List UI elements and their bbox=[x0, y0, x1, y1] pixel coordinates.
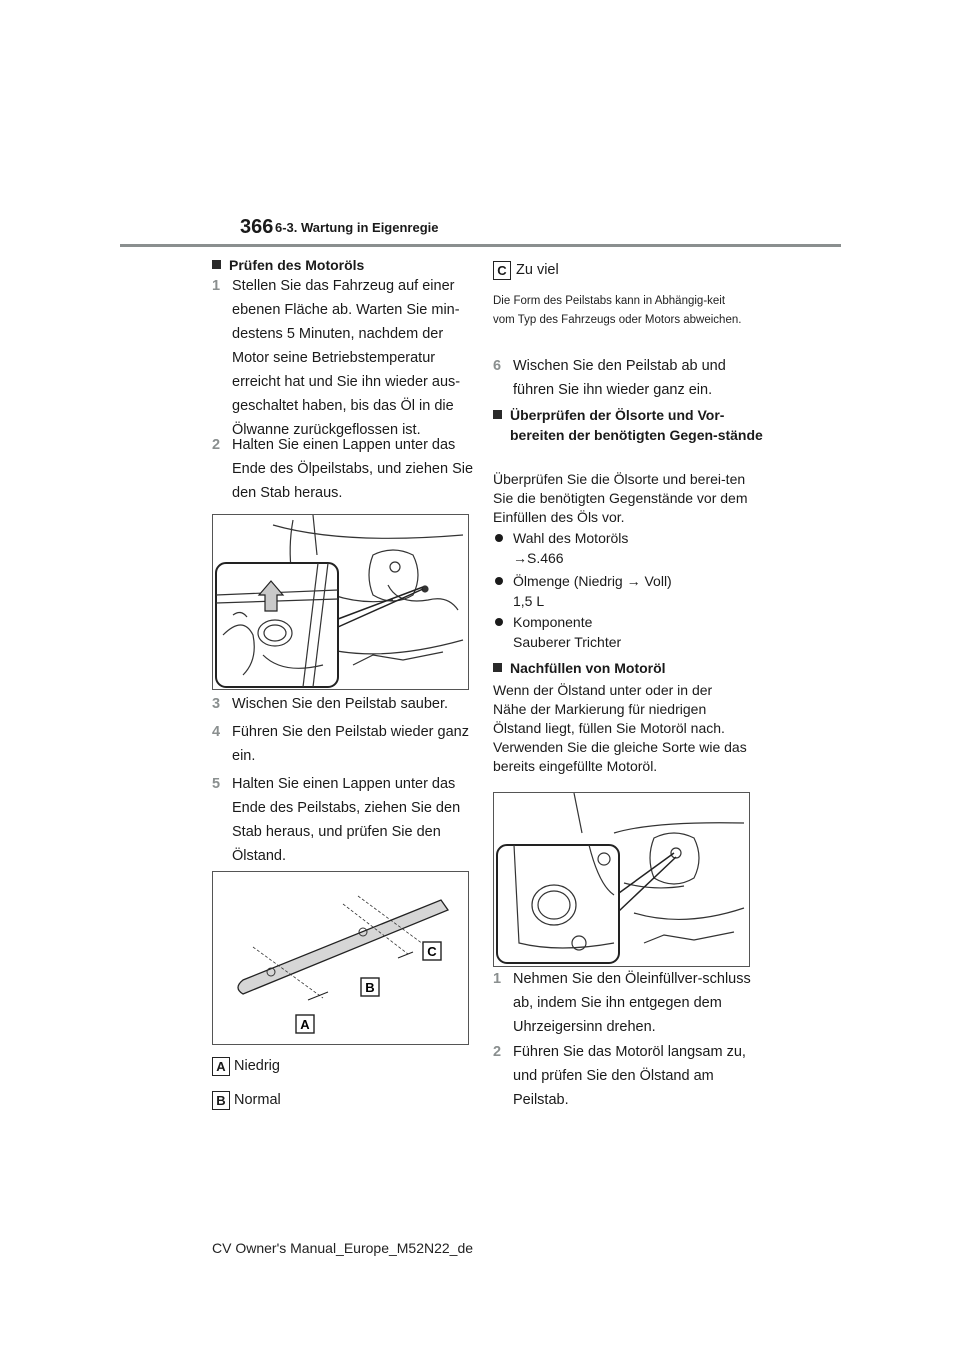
footer-manual-id: CV Owner's Manual_Europe_M52N22_de bbox=[212, 1240, 474, 1256]
step-number: 1 bbox=[493, 971, 502, 987]
step-r2 bbox=[493, 1040, 755, 1112]
step-number: 3 bbox=[212, 696, 221, 712]
heading-check-oil-type: Überprüfen der Ölsorte und Vor-bereiten der benötigten Gegen-stände bbox=[493, 405, 765, 445]
dipstick-illustration bbox=[213, 872, 468, 1044]
step-number: 2 bbox=[493, 1044, 502, 1060]
oil-filler-cap-figure bbox=[493, 792, 750, 967]
bullet-oil-quantity bbox=[493, 571, 768, 611]
bullet-oil-selection bbox=[493, 528, 768, 568]
step-number: 6 bbox=[493, 358, 502, 374]
page-reference-link[interactable]: →S.466 bbox=[513, 550, 564, 566]
section-title: 6-3. Wartung in Eigenregie bbox=[275, 220, 439, 235]
label-text-normal: Normal bbox=[234, 1092, 281, 1108]
bullet-component bbox=[493, 612, 768, 652]
engine-dipstick-figure bbox=[212, 514, 469, 690]
step-text: Halten Sie einen Lappen unter das Ende des Peilstabs, ziehen Sie den Stab heraus, und prüfen Sie den Ölstand. bbox=[232, 776, 461, 864]
step-number: 5 bbox=[212, 776, 221, 792]
dipstick-shape-note: Die Form des Peilstabs kann in Abhängig-keit vom Typ des Fahrzeugs oder Motors abweichen. bbox=[493, 295, 742, 326]
step-number: 4 bbox=[212, 724, 221, 740]
paragraph-oil-type: Überprüfen Sie die Ölsorte und berei-ten Sie die benötigten Gegenstände vor dem Einfüllen des Öls vor. bbox=[493, 471, 748, 525]
step-1 bbox=[212, 274, 474, 442]
figure-label-c: C bbox=[427, 944, 437, 959]
step-2 bbox=[212, 433, 474, 505]
dipstick-marking-figure bbox=[212, 871, 469, 1045]
bullet-line: Komponente bbox=[513, 614, 593, 630]
step-4 bbox=[212, 720, 474, 768]
step-text: Stellen Sie das Fahrzeug auf einer ebenen Fläche ab. Warten Sie min-destens 5 Minuten, nachdem der Motor seine Betriebstemperatur erreicht hat und Sie ihn wieder aus-geschaltet haben, bis das Öl in die Ölwanne zurückgeflossen ist. bbox=[232, 278, 461, 438]
label-text-too-much: Zu viel bbox=[516, 262, 559, 278]
label-text-low: Niedrig bbox=[234, 1058, 280, 1074]
step-text: Führen Sie den Peilstab wieder ganz ein. bbox=[232, 724, 469, 764]
step-number: 1 bbox=[212, 278, 221, 294]
heading-check-oil: Prüfen des Motoröls bbox=[212, 255, 491, 275]
step-text: Führen Sie das Motoröl langsam zu, und prüfen Sie den Ölstand am Peilstab. bbox=[513, 1044, 746, 1108]
bullet-line: 1,5 L bbox=[513, 593, 545, 609]
step-text: Halten Sie einen Lappen unter das Ende des Ölpeilstabs, und ziehen Sie den Stab heraus. bbox=[232, 437, 474, 501]
figure-label-b: B bbox=[365, 980, 375, 995]
paragraph-refill-oil: Wenn der Ölstand unter oder in der Nähe der Markierung für niedrigen Ölstand liegt, füllen Sie Motoröl nach. Verwenden Sie die gleiche Sorte wie das bereits eingefüllte Motoröl. bbox=[493, 682, 747, 774]
step-text: Wischen Sie den Peilstab sauber. bbox=[232, 696, 449, 712]
header-divider bbox=[120, 244, 841, 247]
engine-dipstick-illustration bbox=[213, 515, 468, 689]
heading-refill-oil: Nachfüllen von Motoröl bbox=[493, 658, 765, 678]
figure-label-a: A bbox=[300, 1017, 310, 1032]
label-box-c: C bbox=[493, 261, 511, 280]
step-6 bbox=[493, 354, 748, 402]
step-text: Nehmen Sie den Öleinfüllver-schluss ab, indem Sie ihn entgegen dem Uhrzeigersinn drehen. bbox=[513, 971, 751, 1035]
bullet-line: Sauberer Trichter bbox=[513, 634, 622, 650]
step-number: 2 bbox=[212, 437, 221, 453]
bullet-line: Ölmenge (Niedrig → Voll) bbox=[513, 573, 672, 589]
step-r1 bbox=[493, 967, 755, 1039]
label-box-b: B bbox=[212, 1091, 230, 1110]
label-box-a: A bbox=[212, 1057, 230, 1076]
step-text: Wischen Sie den Peilstab ab und führen Sie ihn wieder ganz ein. bbox=[513, 358, 726, 398]
step-5 bbox=[212, 772, 474, 868]
oil-filler-cap-illustration bbox=[494, 793, 749, 966]
step-3 bbox=[212, 692, 474, 716]
bullet-line: Wahl des Motoröls bbox=[513, 530, 629, 546]
page-number: 366 bbox=[240, 216, 274, 238]
